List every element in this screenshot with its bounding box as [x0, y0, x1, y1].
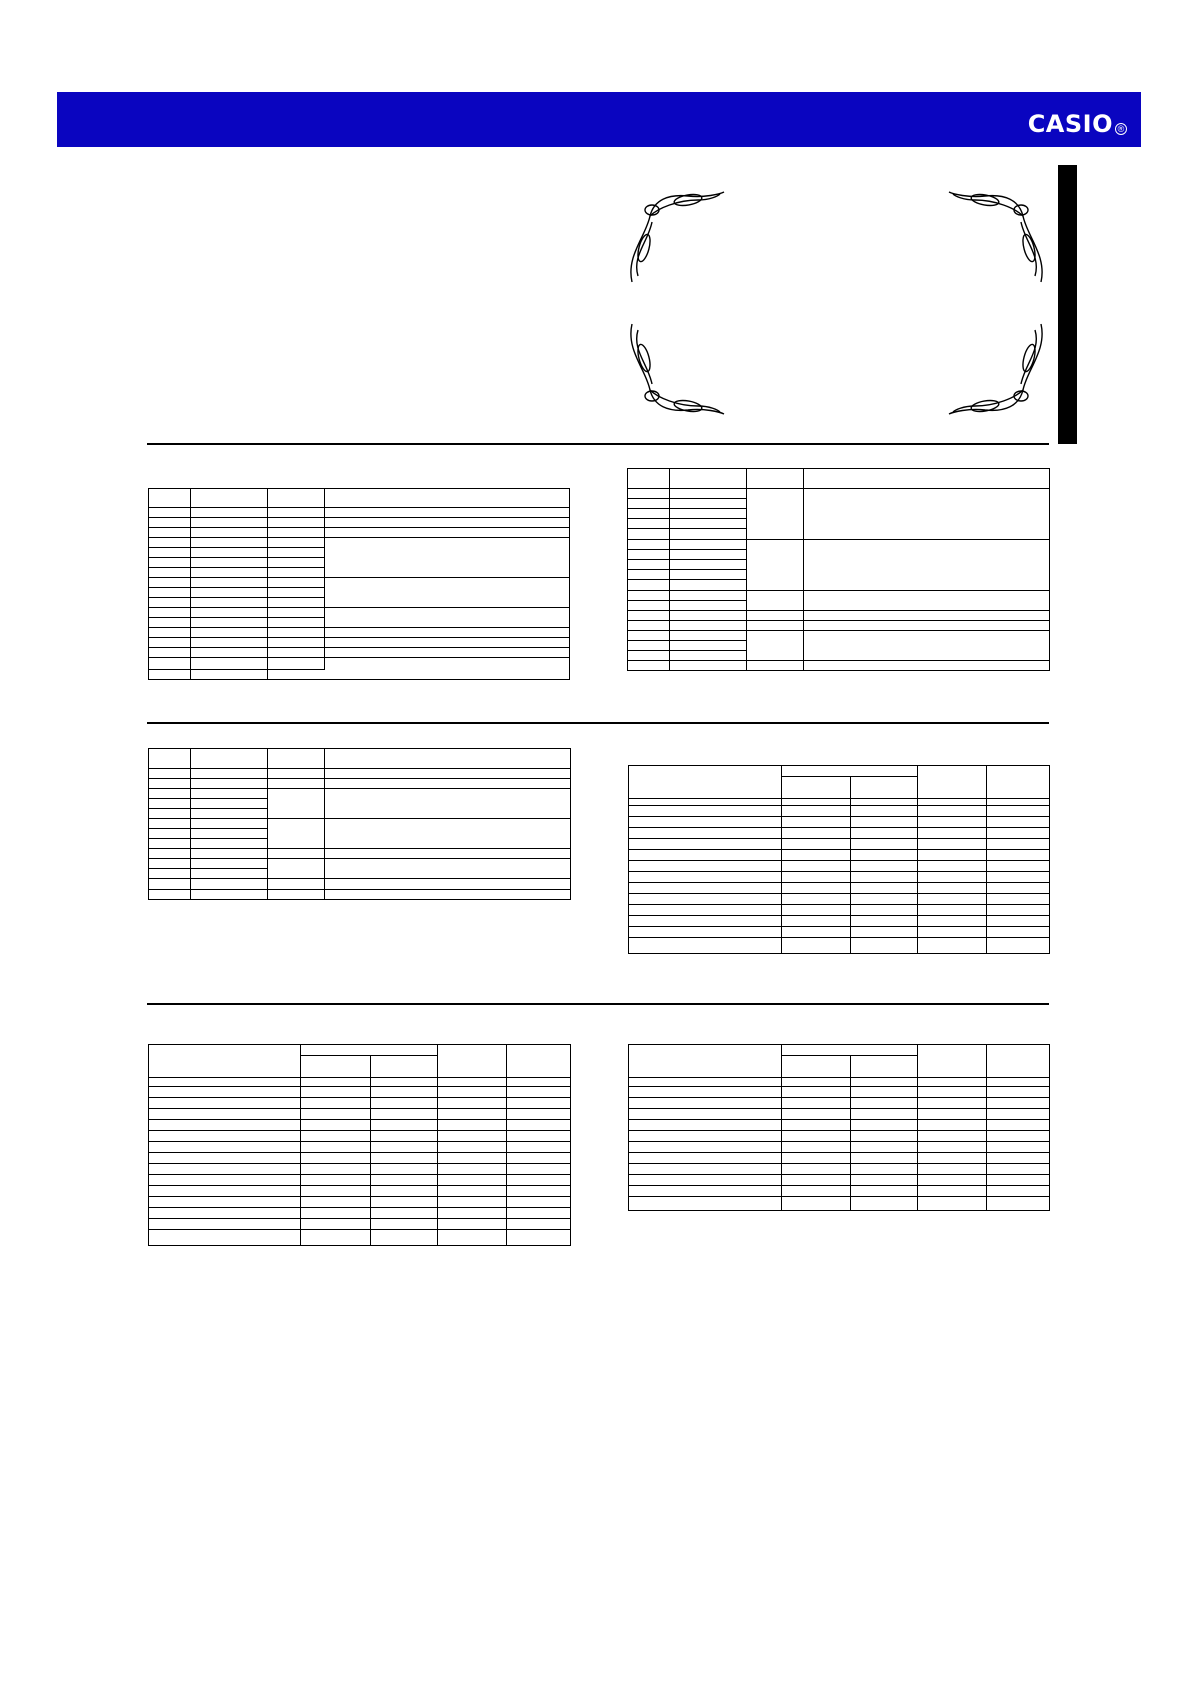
registered-mark: ® — [1115, 123, 1127, 135]
city-table-3 — [148, 748, 571, 900]
casio-logo: CASIO — [1027, 110, 1113, 138]
city-table-2 — [627, 468, 1050, 671]
spec-table-1 — [628, 765, 1050, 954]
flourish-corner-icon — [945, 186, 1045, 286]
section-rule — [147, 1003, 1049, 1005]
header-bar — [57, 92, 1141, 147]
flourish-corner-icon — [945, 320, 1045, 420]
section-rule — [147, 443, 1049, 445]
section-rule — [147, 722, 1049, 724]
spec-table-2 — [148, 1044, 571, 1246]
side-index-tab — [1058, 165, 1077, 444]
city-table-1 — [148, 488, 570, 680]
spec-table-3 — [628, 1044, 1050, 1211]
flourish-corner-icon — [628, 320, 728, 420]
flourish-corner-icon — [628, 186, 728, 286]
